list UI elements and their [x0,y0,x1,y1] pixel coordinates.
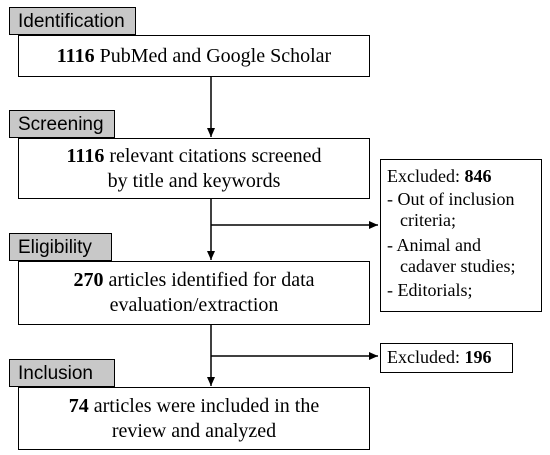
identification-count: 1116 [56,44,95,67]
inclusion-line-2: review and analyzed [111,419,277,442]
stage-label-eligibility: Eligibility [9,233,112,261]
stage-label-screening: Screening [9,110,115,138]
excluded-1-count: 846 [464,166,492,186]
screening-description: relevant citations screened [104,144,322,167]
excluded-2-count: 196 [464,347,492,368]
excluded-1-reason: - Editorials; [387,280,473,301]
excluded-2-label: Excluded: [387,347,465,368]
screening-count: 1116 [66,144,105,167]
identification-description: PubMed and Google Scholar [94,44,332,67]
excluded-1-reason: - Out of inclusion criteria; [387,189,515,231]
stage-label-inclusion: Inclusion [9,359,115,387]
eligibility-description: articles identified for data [103,269,315,291]
stage-label-identification: Identification [9,7,136,35]
inclusion-count: 74 [68,394,89,417]
screening-line-2: by title and keywords [107,169,281,192]
excluded-1-reason: - Animal and cadaver studies; [387,234,516,276]
inclusion-description: articles were included in the [88,394,320,417]
eligibility-line-2: evaluation/extraction [109,294,279,316]
excluded-1-label: Excluded: [387,166,465,186]
eligibility-count: 270 [73,269,104,291]
